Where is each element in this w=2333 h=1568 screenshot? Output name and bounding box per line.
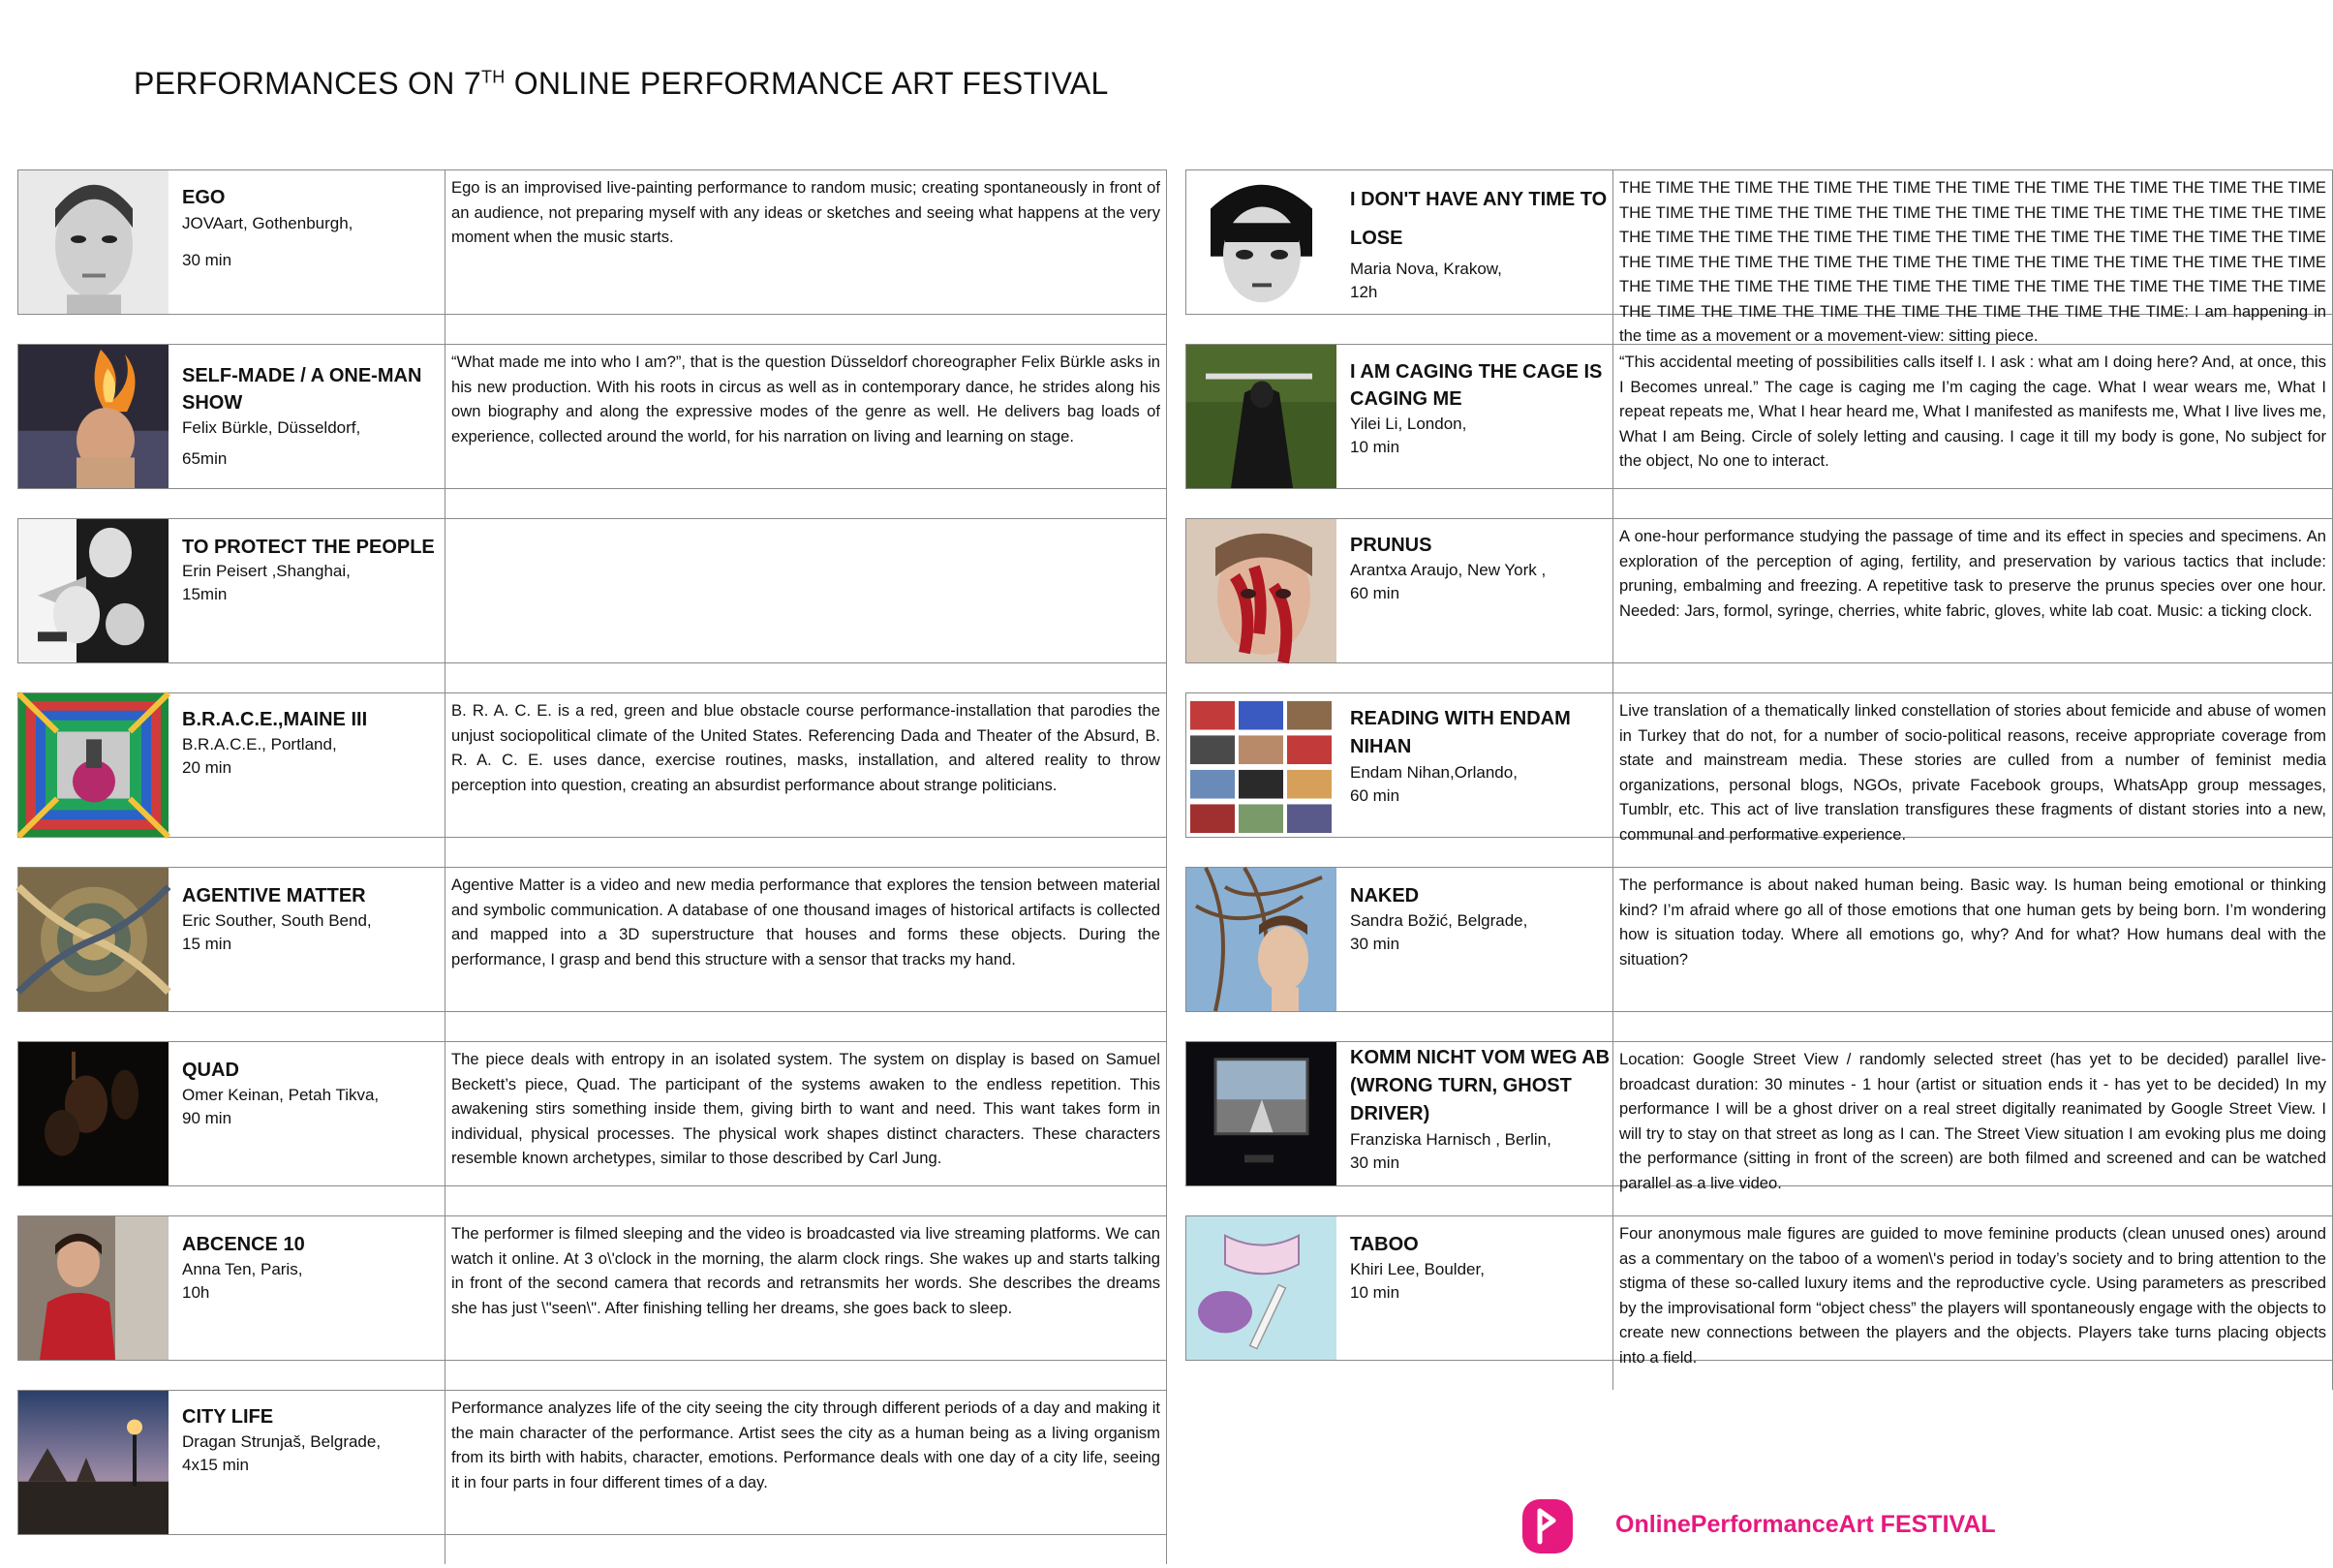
performance-entry: [17, 1390, 1167, 1564]
performance-title: AGENTIVE MATTER: [182, 885, 366, 907]
performance-entry: [1185, 518, 2333, 692]
performer-photo: [1186, 693, 1336, 837]
performer-photo: [18, 345, 169, 488]
performance-description: The performance is about naked human being. Basic way. Is human being emotional or thinking kind? I’m afraid where go all of those emotions that one human gets by being born. I’m wondering how is situation today. Where all emotions go, why? And for what? How humans deal with the situation?: [1613, 868, 2333, 1011]
duration: 4x15 min: [182, 1456, 249, 1474]
performance-description: Performance analyzes life of the city seeing the city through different periods of a day and making it the main character of the performance. Artist sees the city as a human being as a living organism from its birth with habits, character, emotions. Performance deals with one day of a city life, seeing it in four parts in four different times of a day.: [445, 1391, 1167, 1534]
performer-photo: [18, 1391, 169, 1534]
right-column: [1185, 169, 2333, 1390]
performance-entry: [1185, 1041, 2333, 1215]
performer-photo: [18, 868, 169, 1011]
performance-description: B. R. A. C. E. is a red, green and blue obstacle course performance-installation that parodies the unjust sociopolitical climate of the United States. Referencing Dada and Theater of the Absurd, B. R. A. C. E. uses dance, exercise routines, masks, installation, and altered reality to throw perception into question, creating an absurdist performance about strange politicians.: [445, 693, 1167, 837]
artist-location: Yilei Li, London,: [1350, 415, 1467, 433]
performer-photo: [18, 693, 169, 837]
duration: 90 min: [182, 1109, 232, 1127]
performance-description: [445, 519, 1167, 662]
performer-photo: [18, 1042, 169, 1185]
duration: 20 min: [182, 758, 232, 777]
performance-description: Agentive Matter is a video and new media performance that explores the tension between material and symbolic communication. A database of one thousand images of historical artifacts is collected and mapped into a 3D superstructure that houses and forms these objects. During the performance, I grasp and bend this structure with a sensor that tracks my hand.: [445, 868, 1167, 1011]
artist-location: Khiri Lee, Boulder,: [1350, 1260, 1485, 1278]
artist-location: Dragan Strunjaš, Belgrade,: [182, 1432, 382, 1451]
performance-description: Location: Google Street View / randomly selected street (has yet to be decided) parallel live-broadcast duration: 30 minutes - 1 hour (artist or situation ends it - has yet to be decided) In my performance I will be a ghost driver on a real street digitally reanimated by Google Street View. I will try to stay on that street as long as I can. The Street View situation I am evoking plus me doing the performance (sitting in front of the screen) are both filmed and screened and can be watched parallel as a live video.: [1613, 1042, 2333, 1185]
performance-title: PRUNUS: [1350, 535, 1432, 556]
performer-photo: [1186, 868, 1336, 1011]
performer-photo: [18, 519, 169, 662]
performance-title: CITY LIFE: [182, 1406, 274, 1428]
performance-title: I DON'T HAVE ANY TIME TO LOSE: [1350, 189, 1608, 249]
duration: 30 min: [182, 251, 232, 269]
artist-location: B.R.A.C.E., Portland,: [182, 735, 337, 753]
duration: 65min: [182, 449, 228, 468]
performance-description: Ego is an improvised live-painting performance to random music; creating spontaneously in front of an audience, not preparing myself with any ideas or sketches and seeing what happens at the very moment when the music starts.: [445, 170, 1167, 314]
performance-entry: [1185, 1215, 2333, 1390]
performer-photo: [1186, 1216, 1336, 1360]
performer-photo: [1186, 519, 1336, 662]
artist-location: JOVAart, Gothenburgh,: [182, 214, 353, 232]
performance-entry: [1185, 692, 2333, 867]
performance-description: “This accidental meeting of possibilities calls itself I. I ask : what am I doing here? And, at once, this I Becomes unreal.” The cage is caging me I’m caging the cage. What I wear wears me, What I repeat repeats me, What I hear heard me, What I manifested as manifests me, What I live lives me, What I am Being. Circle of solely letting and causing. I cage it till my body is gone, No subject for the object, No one to interact.: [1613, 345, 2333, 488]
duration: 10 min: [1350, 1283, 1400, 1302]
artist-location: Endam Nihan,Orlando,: [1350, 763, 1518, 782]
artist-location: Franziska Harnisch , Berlin,: [1350, 1130, 1551, 1149]
performance-description: The piece deals with entropy in an isolated system. The system on display is based on Samuel Beckett’s piece, Quad. The participant of the systems awaken to the endless repetition. This awakening stirs something inside them, giving birth to want and need. This want takes form in individual, physical processes. The physical work shapes distinct characters. These characters resemble known archetypes, similar to those described by Carl Jung.: [445, 1042, 1167, 1185]
performance-title: KOMM NICHT VOM WEG AB (WRONG TURN, GHOST DRIVER): [1350, 1047, 1611, 1124]
performance-title: READING WITH ENDAM NIHAN: [1350, 708, 1571, 757]
performance-title: EGO: [182, 187, 226, 208]
duration: 15min: [182, 585, 228, 603]
performance-description: The performer is filmed sleeping and the video is broadcasted via live streaming platforms. We can watch it online. At 3 o\'clock in the morning, the alarm clock rings. She wakes up and starts talking in front of the second camera that records and retransmits her words. She describes the dreams she has just \"seen\". After finishing telling her dreams, she goes back to sleep.: [445, 1216, 1167, 1360]
duration: 60 min: [1350, 584, 1400, 602]
performance-entry: [17, 1041, 1167, 1215]
performance-description: Four anonymous male figures are guided to move feminine products (clean unused ones) around as a commentary on the taboo of a women\'s period in today’s society and to bring attention to the stigma of these so-called luxury items and the reproductive cycle. Using parameters as prescribed by the improvisational form “object chess” the players will spontaneously engage with the objects to create new connections between the players and the objects. Players take turns placing objects into a field.: [1613, 1216, 2333, 1360]
artist-location: Sandra Božić, Belgrade,: [1350, 911, 1528, 930]
artist-location: Erin Peisert ,Shanghai,: [182, 562, 351, 580]
performance-entry: [17, 867, 1167, 1041]
performer-photo: [1186, 1042, 1336, 1185]
artist-location: Felix Bürkle, Düsseldorf,: [182, 418, 361, 437]
performance-entry: [1185, 169, 2333, 344]
performance-title: NAKED: [1350, 885, 1420, 907]
duration: 30 min: [1350, 935, 1400, 953]
performance-entry: [17, 1215, 1167, 1390]
performance-entry: [1185, 344, 2333, 518]
performance-title: TABOO: [1350, 1234, 1419, 1255]
performer-photo: [1186, 170, 1336, 314]
performer-photo: [18, 1216, 169, 1360]
performer-photo: [1186, 345, 1336, 488]
performance-title: ABCENCE 10: [182, 1234, 305, 1255]
duration: 10 min: [1350, 438, 1400, 456]
performance-entry: [17, 518, 1167, 692]
artist-location: Anna Ten, Paris,: [182, 1260, 303, 1278]
performance-entry: [1185, 867, 2333, 1041]
performance-title: TO PROTECT THE PEOPLE: [182, 537, 435, 558]
performance-title: B.R.A.C.E.,MAINE III: [182, 709, 368, 730]
performance-description: “What made me into who I am?”, that is the question Düsseldorf choreographer Felix Bürkle asks in his new production. With his roots in circus as well as in contemporary dance, he strides along his own biography and along the expressive modes of the genre as well. He delivers bag loads of experience, collected around the world, for his narration on living and learning on stage.: [445, 345, 1167, 488]
festival-name: OnlinePerformanceArt FESTIVAL: [1615, 1511, 1996, 1538]
left-column: [17, 169, 1167, 1564]
performance-title: I AM CAGING THE CAGE IS CAGING ME: [1350, 361, 1603, 410]
artist-location: Maria Nova, Krakow,: [1350, 260, 1502, 278]
performance-entry: [17, 169, 1167, 344]
duration: 15 min: [182, 935, 232, 953]
artist-location: Eric Souther, South Bend,: [182, 911, 372, 930]
performance-title: QUAD: [182, 1060, 239, 1081]
duration: 10h: [182, 1283, 210, 1302]
performance-entry: [17, 344, 1167, 518]
performance-description: Live translation of a thematically linked constellation of stories about femicide and abuse of women in Turkey that do not, for a number of socio-political reasons, receive appropriate coverage from state and mainstream media. These stories are culled from a number of feminist media organizations, personal blogs, NGOs, private Facebook groups, WhatsApp group messages, Tumblr, etc. This act of live translation transfigures these fragments of distant stories into a new, communal and performative experience.: [1613, 693, 2333, 837]
festival-logo: [1520, 1497, 1575, 1555]
duration: 12h: [1350, 283, 1378, 301]
duration: 60 min: [1350, 786, 1400, 805]
performance-description: A one-hour performance studying the passage of time and its effect in species and specimens. An exploration of the perception of aging, fertility, and preservation by various tactics that include: pruning, embalming and freezing. A repetitive task to preserve the prunus species over one hour. Needed: Jars, formol, syringe, cherries, white fabric, gloves, white lab coat. Music: a ticking clock.: [1613, 519, 2333, 662]
performance-description: THE TIME THE TIME THE TIME THE TIME THE TIME THE TIME THE TIME THE TIME THE TIME THE TIME THE TIME THE TIME THE TIME THE TIME THE TIME THE TIME THE TIME THE TIME THE TIME THE TIME THE TIME THE TIME THE TIME THE TIME THE TIME THE TIME THE TIME THE TIME THE TIME THE TIME THE TIME THE TIME THE TIME THE TIME THE TIME THE TIME THE TIME THE TIME THE TIME THE TIME THE TIME THE TIME THE TIME THE TIME THE TIME THE TIME THE TIME THE TIME THE TIME THE TIME THE TIME THE TIME: I am happening in the time as a movement or a movement-view: sitting piece.: [1613, 170, 2333, 314]
duration: 30 min: [1350, 1153, 1400, 1172]
performance-entry: [17, 692, 1167, 867]
performance-title: SELF-MADE / A ONE-MAN SHOW: [182, 365, 422, 414]
performer-photo: [18, 170, 169, 314]
page-title: PERFORMANCES ON 7TH ONLINE PERFORMANCE ART FESTIVAL: [134, 66, 1109, 101]
artist-location: Arantxa Araujo, New York ,: [1350, 561, 1547, 579]
artist-location: Omer Keinan, Petah Tikva,: [182, 1086, 380, 1104]
